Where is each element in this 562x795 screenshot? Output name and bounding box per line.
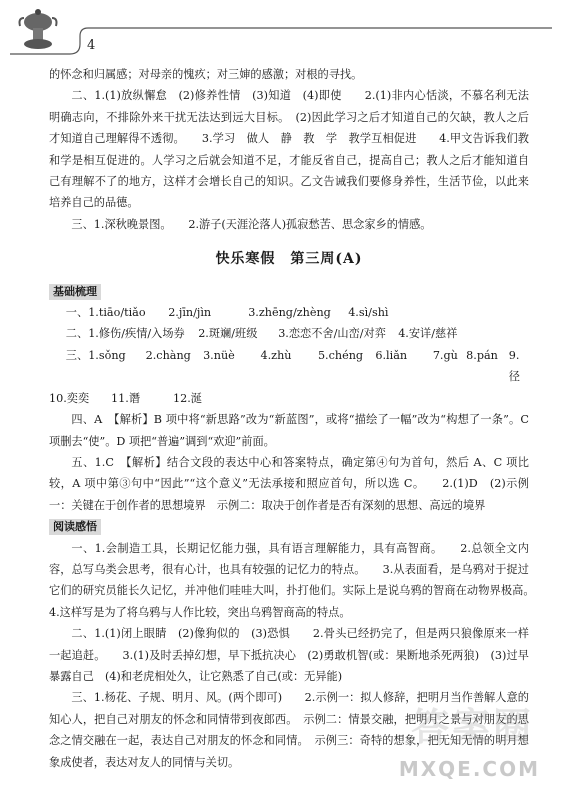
- row-label: 一、: [65, 306, 89, 320]
- watermark-url: MXQE.COM: [398, 757, 540, 781]
- section-tag-reading: 阅读感悟: [49, 519, 101, 535]
- answer-item: 9.径: [508, 348, 520, 384]
- answer-item: 4.安详/慈祥: [398, 327, 458, 341]
- section-title: 快乐寒假 第三周(A): [215, 251, 363, 268]
- section-tag-basic: 基础梳理: [49, 284, 101, 300]
- answer-item: 2.斑斓/班级: [198, 327, 258, 341]
- paragraph: 五、1.C 【解析】结合文段的表达中心和答案特点，确定第④句为首句，然后 A、C 项比较，A 项中第③句中“因此”“这个意义”无法承接和照应首句，所以选 C。 2.(1)D (2)示例一：关键在于创作者的思想境界 示例二：取决于创作者是否有深刻的思想、高远的境界: [49, 455, 529, 512]
- watermark-logo: 答案圈: [410, 705, 534, 749]
- answer-row: [49, 323, 529, 344]
- answer-item: 10.奕奕: [49, 391, 90, 405]
- answer-row: [49, 345, 529, 388]
- answer-item: 4.zhù: [260, 348, 292, 362]
- answer-row: [49, 388, 529, 409]
- answer-item: 3.nüè: [203, 348, 235, 362]
- answer-item: 7.gù: [432, 348, 458, 362]
- paragraph: 的怀念和归属感；对母亲的愧疚；对三婶的感激；对根的寻找。: [49, 68, 363, 81]
- answer-item: 12.涎: [173, 391, 202, 405]
- row-label: 三、: [65, 348, 89, 362]
- answer-item: 1.修伤/疾情/入场券: [88, 327, 185, 341]
- paragraph: 三、1.深秋晚景图。 2.游子(天涯沦落人)孤寂愁苦、思念家乡的情感。: [71, 217, 432, 231]
- answer-item: 11.谮: [111, 391, 140, 405]
- answer-item: 3.恋恋不舍/山峦/对弈: [278, 327, 386, 341]
- answer-item: 1.sǒng: [88, 348, 126, 362]
- answer-item: 1.tiāo/tiǎo: [88, 306, 146, 320]
- answer-item: 5.chéng: [317, 348, 364, 362]
- paragraph: 三、1.杨花、子规、明月、风。(两个即可) 2.示例一：拟人修辞，把明月当作善解人意的知心人，把自己对朋友的怀念和同情带到夜郎西。 示例二：情景交融，把明月之景与对朋友的思念之情交融在一起，表达自己对朋友的怀念和同情。 示例三：奇特的想象，把无知无情的明月想象成使者，表达对友人的同情与关切。: [49, 691, 529, 769]
- answer-item: 4.sì/shì: [348, 306, 389, 320]
- answer-content: [49, 64, 552, 773]
- answer-item: 2.jīn/jìn: [168, 306, 212, 320]
- answer-row: [49, 302, 529, 323]
- answer-item: 3.zhēng/zhèng: [248, 306, 331, 320]
- paragraph: 二、1.(1)放纵懈怠 (2)修养性情 (3)知道 (4)即使 2.(1)非内心恬淡，不慕名利无法明确志向，不排除外来干扰无法达到远大目标。 (2)因此学习之后才知道自己的欠缺，教人之后才知道自己理解得不透彻。 3.学习 做人 静 教 学 教学互相促进 4.甲文告诉我们教和学是相互促进的。人学习之后就会知道不足，才能反省自己，提高自己；教人之后才能知道自己有理解不了的地方，这样才会增长自己的知识。乙文告诫我们要修身养性，生活节俭，以此来培养自己的品德。: [49, 89, 529, 210]
- answer-item: 2.chàng: [145, 348, 191, 362]
- paragraph: 四、A 【解析】B 项中将“新思路”改为“新蓝图”，或将“描绘了一幅”改为“构想了一条”。C 项删去“使”。D 项把“普遍”调到“欢迎”前面。: [49, 413, 529, 448]
- answer-item: 6.liǎn: [375, 348, 408, 362]
- page-header: [0, 0, 562, 60]
- answer-item: 8.pán: [466, 348, 498, 362]
- row-label: 二、: [65, 327, 89, 341]
- paragraph: 一、1.会制造工具，长期记忆能力强，具有语言理解能力，具有高智商。 2.总领全文内容，总写乌类会思考，很有心计，也具有较强的记忆力的特点。 3.从表面看，是乌鸦对于捉过它们的研究员能长久记忆，并冲他们哇哇大叫，扑打他们。实际上是说乌鸦的智商在动物界极高。 4.这样写是为了将乌鸦与人作比较，突出乌鸦智商高的特点。: [49, 541, 552, 619]
- trophy-icon: [0, 0, 562, 60]
- paragraph: 二、1.(1)闭上眼睛 (2)像狗似的 (3)恐惧 2.骨头已经扔完了，但是两只狼像原来一样一起追赶。 3.(1)及时丢掉幻想，早下抵抗决心 (2)勇敢机智(或：果断地杀死两狼) (3)过早暴露自己 (4)和老虎相处久，让它熟悉了自己(或：无异能): [49, 627, 529, 683]
- page-number: 4: [87, 38, 96, 53]
